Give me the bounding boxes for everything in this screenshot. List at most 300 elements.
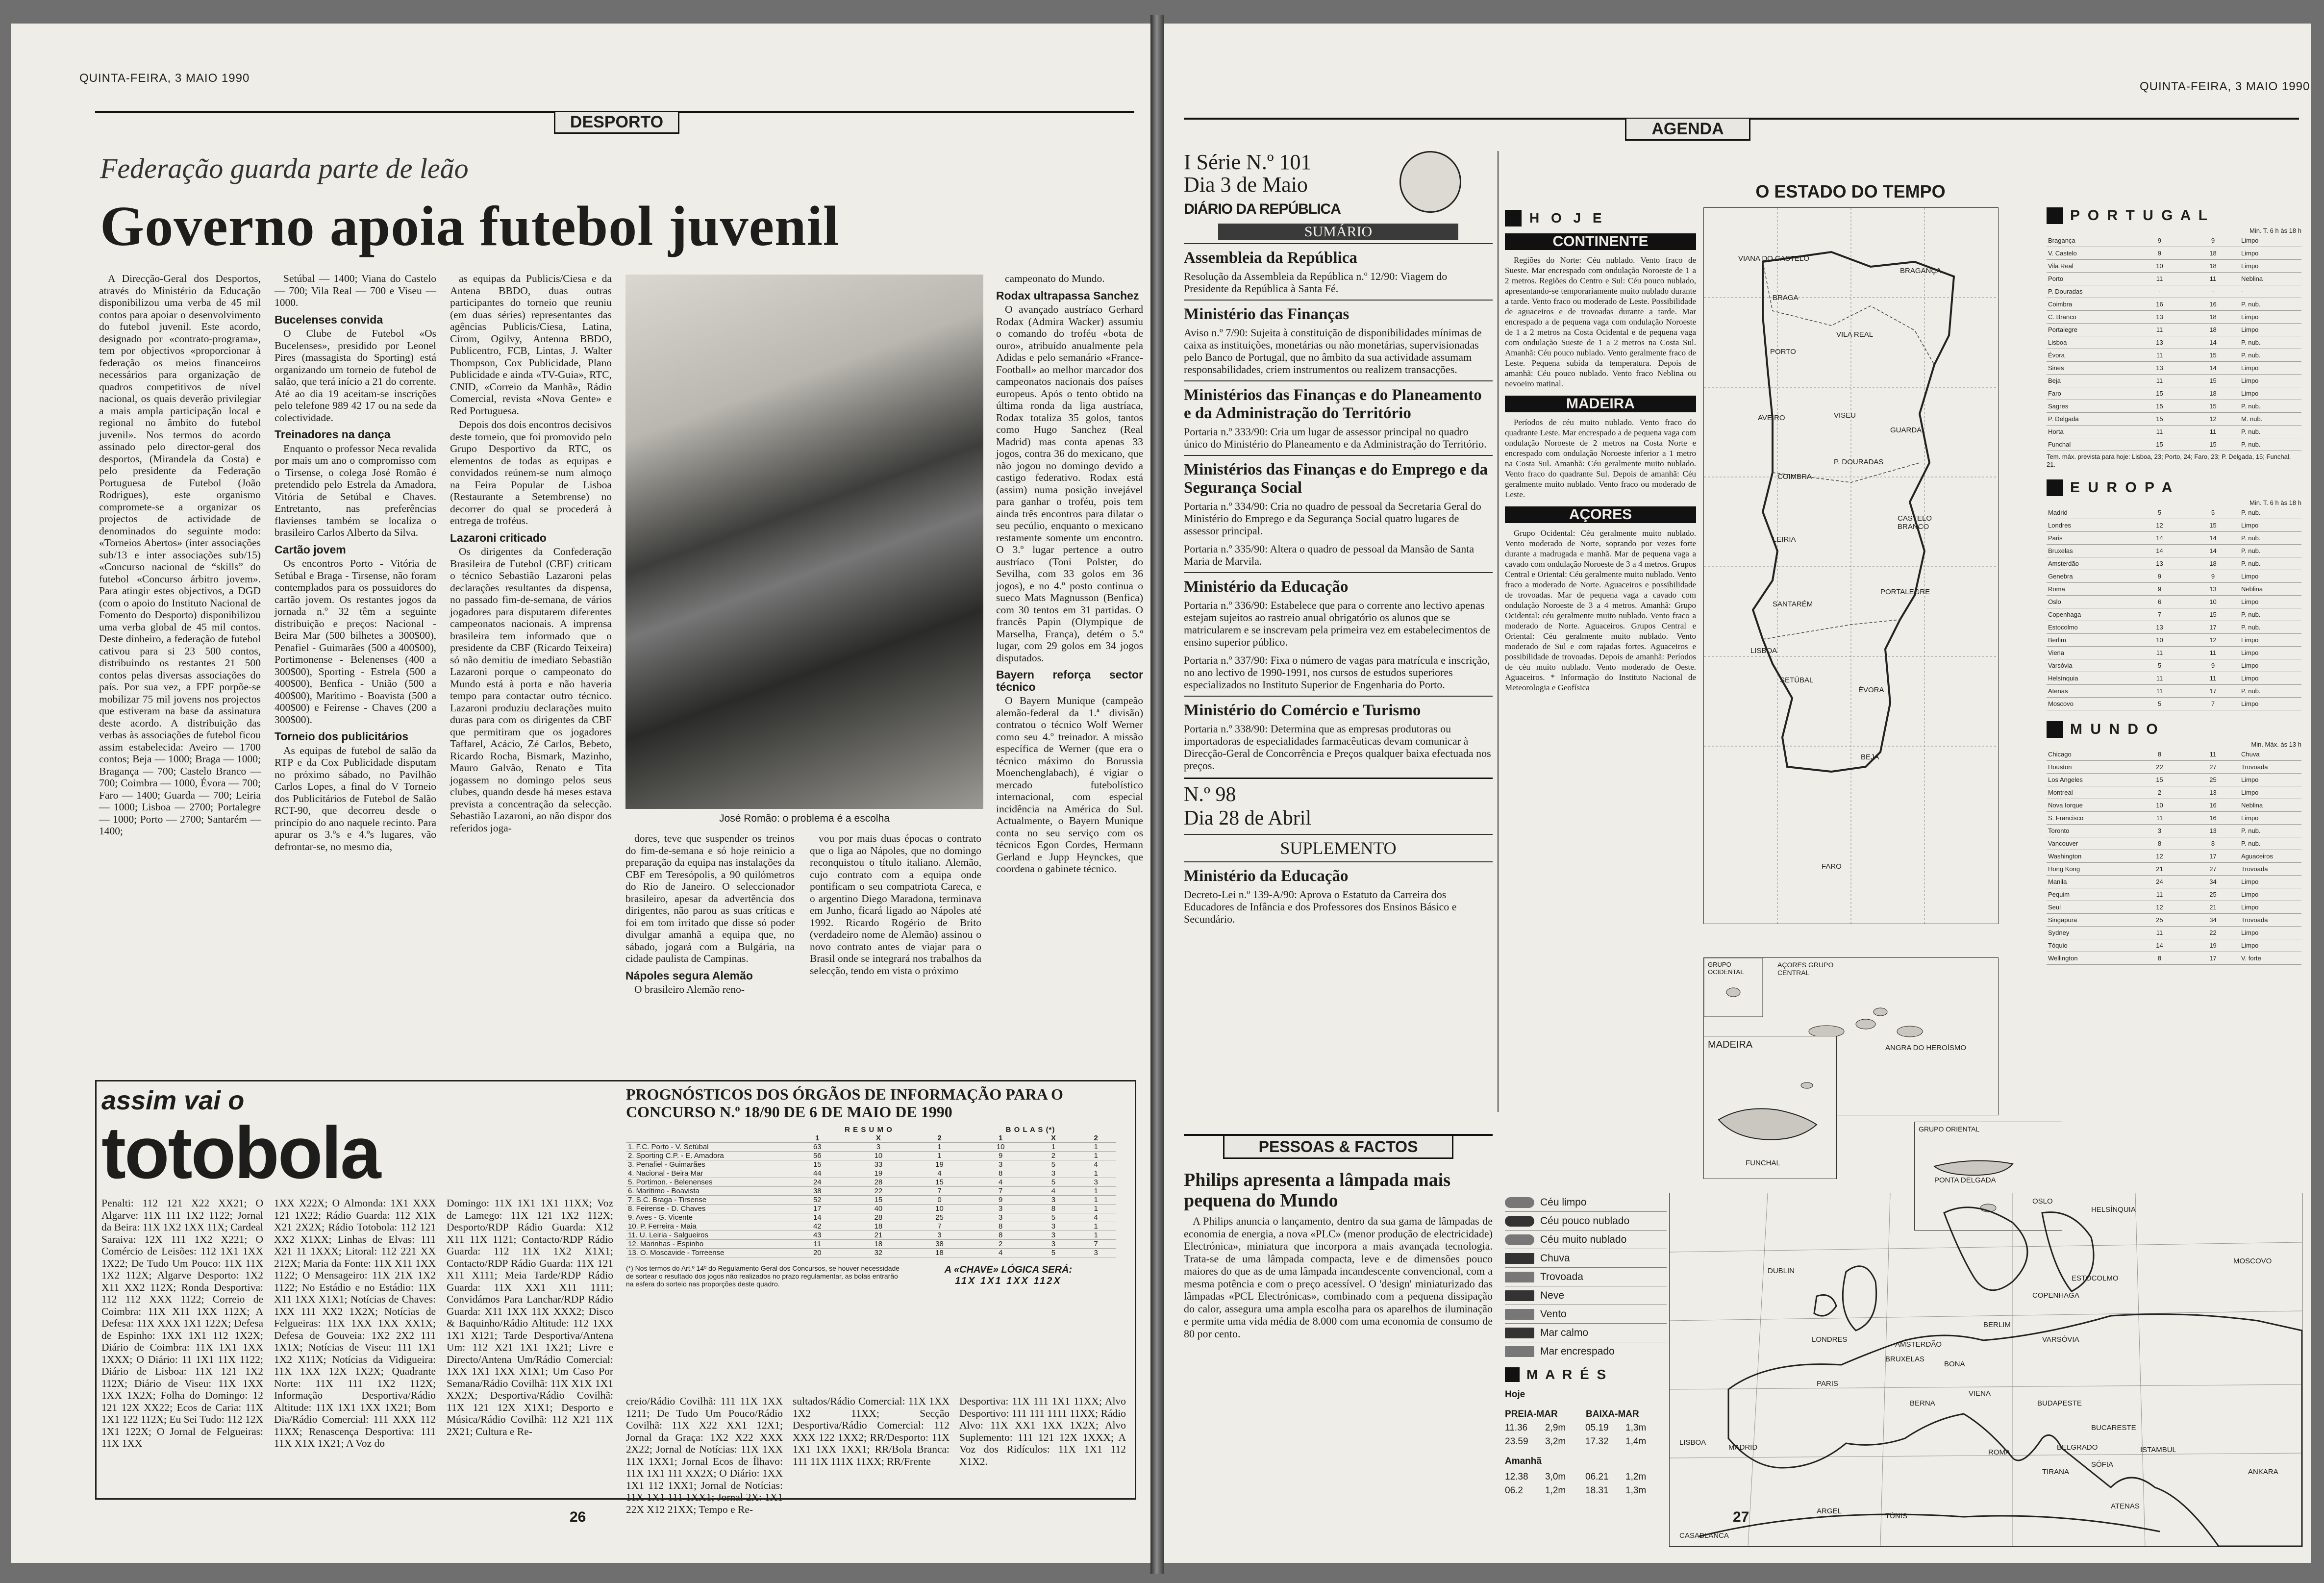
totobola-table-area [626,1126,1116,1288]
condition: P. nub. [2240,545,2301,557]
totobola-row [626,1240,1116,1249]
condition: Limpo [2240,698,2301,710]
europa-row [2047,698,2301,710]
weather-today-title: H O J E [1529,210,1606,226]
section-tab: AGENDA [1625,119,1750,141]
condition: Aguaceiros [2240,850,2301,863]
city-name: Lisboa [2047,336,2133,349]
temperature: 11 [2133,324,2186,336]
temperature: 19 [2186,939,2240,952]
totobola-value: 3 [1075,1178,1116,1187]
totobola-value: 1 [909,1152,970,1160]
condition: P. nub. [2240,621,2301,634]
col-header: 2 [909,1134,970,1143]
temperature: 34 [2186,914,2240,927]
city-name: Porto [2047,273,2133,285]
city-name: Vancouver [2047,837,2133,850]
totobola-row [626,1213,1116,1222]
coat-of-arms-icon [1399,151,1461,213]
temperature: 25 [2133,914,2186,927]
map-city: ESTOCOLMO [2072,1274,2119,1282]
weather-continente-text: Regiões do Norte: Céu nublado. Vento fraco de Sueste. Mar encrespado com ondulação Noroeste de 1 a 2 metros. Regiões do Centro e Sul: Céu pouco nublado, apresentando-se temporariamente muito nublado durante a tarde. Vento fraco ou moderado de Leste. Possibilidade de aguaceiros e de trovoadas durante a tarde. Mar encrespado a de pequena vaga com ondulação Noroeste de 1 a 2 metros na Costa Ocidental e de pequena vaga com ondulação Sueste de 1 a 2 metros na Costa Sul. Amanhã: Céu pouco nublado. Vento geralmente fraco de Leste. Pequena subida da temperatura. Depois de amanhã: Céu pouco nublado. Vento fraco Neblina ou nevoeiro matinal. [1505,255,1696,388]
totobola-text-col-1: Penalti: 112 121 X22 XX21; O Algarve: 11X 111 1X2 1122; Jornal da Beira: 11X 1X2 1XX 11X; Cardeal Saraiva: 12X 111 1X2 X221; O Comércio de Leisões: 112 1X1 1XX 1X22; De Tudo Um Pouco: 11X 11X 1X2 112X; Algarve Desporto: 1X2 X11 XX2 112X; Ronda Desportiva: 112 112 XXX 1122; Correio de Coimbra: 11X X11 1XX 112X; A Defesa: 11X XXX 1X1 122X; Defesa de Espinho: 1XX 1X1 112 1X2X; Diário de Coimbra: 11X 1X1 1XX 1XXX; O Diário: 11 1X1 11X 1122; Diário de Lisboa: 11X 121 1X2 112X; Diário de Viseu: 11X 1XX 1XX 1X2X; Folha do Domingo: 12 121 12X XX22; Ecos de Caria: 11X 1X1 122 112X; Eu Sei Tudo: 112 12X 1X1 122X; O Jornal de Felgueiras: 11X 1XX [101,1197,263,1449]
legend-label: Chuva [1540,1252,1570,1264]
temperature: 27 [2186,863,2240,876]
table-header: Min. Máx. às 13 h [2251,741,2301,748]
temperature: 5 [2133,659,2186,672]
portugal-row [2047,362,2301,375]
map-city: SÓFIA [2091,1460,2114,1469]
temperature: 10 [2186,596,2240,608]
map-city: COIMBRA [1777,473,1812,481]
totobola-value: 5 [1031,1249,1076,1257]
temperature: 25 [2186,774,2240,786]
totobola-value: 15 [787,1160,848,1169]
totobola-value: 9 [970,1196,1031,1205]
temperature: 15 [2186,349,2240,362]
totobola-box [95,1080,1136,1515]
totobola-row [626,1143,1116,1152]
weather-madeira-text: Períodos de céu muito nublado. Vento fraco do quadrante Leste. Mar encrespado a de pequena vaga com ondulação Noroeste de 2 metros na Costa Norte e encrespado com ondulação Noroeste inferior a 1 metro na Costa Sul. Amanhã: Céu geralmente muito nublado. Vento fraco do quadrante Sul. Depois de amanhã: Céu geralmente muito nublado. Vento fraco ou moderado de Leste. [1505,418,1696,499]
totobola-value: 4 [1031,1187,1076,1196]
condition: Trovoada [2240,761,2301,774]
totobola-value: 11 [787,1240,848,1249]
portugal-map [1703,207,1999,924]
map-city: VILA REAL [1836,330,1874,339]
temperature: 18 [2186,311,2240,324]
totobola-chave-value: 11X 1X1 1XX 112X [955,1276,1062,1286]
totobola-value: 4 [1075,1160,1116,1169]
totobola-value: 4 [970,1249,1031,1257]
totobola-match: 5. Portimon. - Belenenses [626,1178,787,1187]
totobola-match: 11. U. Leiria - Salgueiros [626,1231,787,1240]
azores-label: AÇORES GRUPO CENTRAL [1777,961,1834,977]
portugal-row [2047,349,2301,362]
totobola-value: 10 [848,1152,909,1160]
totobola-table [626,1134,1116,1257]
dr-entry: Portaria n.º 334/90: Cria no quadro de pessoal da Secretaria Geral do Ministério do Emprego e da Segurança Social quatro lugares de assessor principal. [1184,500,1481,537]
temperature: 16 [2186,799,2240,812]
totobola-value: 3 [1075,1249,1116,1257]
totobola-row [626,1249,1116,1257]
portugal-map-svg [1704,208,1998,924]
city-name: Funchal [2047,438,2133,451]
tide-value: 05.19 [1585,1423,1609,1433]
legend-item [1505,1342,1667,1360]
temperature: 15 [2186,438,2240,451]
map-city: ATENAS [2111,1502,2140,1510]
totobola-value: 3 [970,1160,1031,1169]
article-column-4b: vou por mais duas épocas o contrato que o liga ao Nápoles, que no domingo reconquistou o título italiano. Alemão, cujo contrato com a equipa onde pontificam o seu compatriota Careca, e o argentino Diego Maradona, terminava em Junho, ficará ligado ao Nápoles até 1992. Ricardo Rogério de Brito (verdadeiro nome de Alemão) assinou o novo contrato antes de viajar para o Brasil onde se integrará nos trabalhos da selecção, tendo em vista o próximo [810,832,981,977]
totobola-group-bolas: B O L A S (*) [1005,1126,1055,1134]
city-name: Moscovo [2047,698,2133,710]
temperature: 5 [2186,506,2240,519]
map-city: ÉVORA [1858,686,1884,694]
portugal-row [2047,234,2301,247]
totobola-value: 7 [909,1222,970,1231]
section-tab: DESPORTO [554,112,679,134]
map-city: ROMA [1988,1448,2010,1457]
temperature: 11 [2186,748,2240,761]
tide-row [1505,1472,1667,1482]
temperature-tables [2047,207,2301,965]
temperature: 11 [2133,927,2186,939]
photo-jose-romao [625,275,983,809]
col-header: X [1031,1134,1076,1143]
temperature: 13 [2133,557,2186,570]
legend-label: Vento [1540,1308,1567,1320]
city-name: Portalegre [2047,324,2133,336]
tide-value: 3,0m [1545,1472,1566,1482]
europa-row [2047,634,2301,647]
temperature: 13 [2186,583,2240,596]
temperature: 2 [2133,786,2186,799]
temperature: 21 [2133,863,2186,876]
totobola-value: 8 [970,1222,1031,1231]
weather-continente: CONTINENTE [1505,233,1696,250]
temperature: 15 [2186,608,2240,621]
tide-value: 1,2m [1625,1472,1647,1482]
temperature: 11 [2133,812,2186,825]
madeira-map [1703,1036,1837,1179]
dr-entry: Portaria n.º 336/90: Estabelece que para o corrente ano lectivo apenas estejam sujeitos ao rastreio anual obrigatório os alunos que se matricularem e se inscrevam pela primeira vez em estabelecimentos de ensino superior público. [1184,599,1490,648]
temperature: 18 [2186,557,2240,570]
temperature: 11 [2133,888,2186,901]
city-name: Atenas [2047,685,2133,698]
map-city: BUDAPESTE [2037,1399,2082,1407]
temperature: 11 [2133,647,2186,659]
article-column-2: Setúbal — 1400; Viana do Castelo — 700; Vila Real — 700 e Viseu — 1000. Bucelenses convida O Clube de Futebol «Os Bucelenses», presidido por Leonel Pires (massagista do Sporting) está organizando um torneio de futebol de salão, que terá início a 21 do corrente. Até ao dia 19 aceitam-se inscrições pelo telefone 989 42 17 ou na sede da colectividade. Treinadores na dança Enquanto o professor Neca revalida por mais um ano o compromisso com o Tirsense, o colega José Romão é pretendido pelo Estrela da Amadora, Vitória de Setúbal e Chaves. Entretanto, nas preferências flavienses também se localiza o brasileiro Carlos Alberto da Silva. Cartão jovem Os encontros Porto - Vitória de Setúbal e Braga - Tirsense, não foram contemplados para os possuidores do cartão jovem. Os restantes jogos da jornada n.º 32 têm a seguinte distribuição e preços: Nacional - Beira Mar (500 bilhetes a 300$00), Penafiel - Guimarães (500 a 400$00), Portimonense - Belenenses (400 a 300$00), Sporting - Estrela (500 a 400$00), Benfica - União (500 a 400$00), Marítimo - Boavista (500 a 400$00) e Feirense - Chaves (200 a 300$00). Torneio dos publicitários As equipas de futebol de salão da RTP e da Cox Publicidade disputam no próximo sábado, no Pavilhão Carlos Lopes, a final do V Torneio dos Publicitários de Futebol de Salão RCT-90, que decorreu desde o princípio do ano naquele recinto. Para apurar os 3.ºs e 4.ºs lugares, vão defrontar-se, no mesmo dia, [275,273,436,853]
portugal-row [2047,260,2301,273]
temperature: 15 [2133,438,2186,451]
europa-table [2047,506,2301,710]
map-city: LEIRIA [1773,535,1796,544]
city-name: Horta [2047,426,2133,438]
city-name: Berlim [2047,634,2133,647]
map-city: ARGEL [1817,1507,1842,1515]
temperature: 3 [2133,825,2186,837]
mundo-row [2047,850,2301,863]
dr-serie: I Série N.º 101 [1184,150,1312,174]
dr-entry: Resolução da Assembleia da República n.º 12/90: Viagem do Presidente da República à Santa Fé. [1184,270,1448,295]
madeira-island-svg [1704,1036,1836,1179]
totobola-value: 18 [848,1240,909,1249]
tide-value: 2,9m [1545,1423,1566,1433]
legend-label: Mar calmo [1540,1327,1589,1338]
dr-heading: Ministério da Educação [1184,578,1349,596]
city-name: Estocolmo [2047,621,2133,634]
totobola-value: 7 [1075,1240,1116,1249]
totobola-value: 8 [970,1169,1031,1178]
totobola-value: 3 [909,1231,970,1240]
col-header: 1 [787,1134,848,1143]
temperature: 24 [2133,876,2186,888]
city-name: Nova Iorque [2047,799,2133,812]
totobola-value: 1 [1075,1169,1116,1178]
condition: Limpo [2240,362,2301,375]
condition: Limpo [2240,774,2301,786]
dr-heading: Assembleia da República [1184,249,1357,267]
table-header: Min. T. 6 h às 18 h [2249,227,2301,234]
city-name: Hong Kong [2047,863,2133,876]
city-name: Varsóvia [2047,659,2133,672]
totobola-value: 44 [787,1169,848,1178]
city-name: P. Delgada [2047,413,2133,426]
temperature: 12 [2133,850,2186,863]
city-name: Oslo [2047,596,2133,608]
totobola-value: 7 [909,1187,970,1196]
totobola-row [626,1169,1116,1178]
city-name: Helsínquia [2047,672,2133,685]
condition: V. forte [2240,952,2301,965]
condition: Limpo [2240,634,2301,647]
totobola-value: 5 [1031,1178,1076,1187]
condition: Limpo [2240,375,2301,387]
tide-row [1505,1436,1667,1447]
map-city: AMSTERDÃO [1895,1340,1942,1349]
temperature: 27 [2186,761,2240,774]
totobola-value: 3 [970,1213,1031,1222]
temperature: 14 [2186,362,2240,375]
condition: Limpo [2240,647,2301,659]
temperature: 17 [2186,850,2240,863]
pessoas-headline: Philips apresenta a lâmpada mais pequena do Mundo [1184,1170,1451,1211]
temperature: 11 [2133,375,2186,387]
dr-sumario: SUMÁRIO [1218,224,1458,240]
temperature: 5 [2133,698,2186,710]
dr-entry: Portaria n.º 338/90: Determina que as empresas produtoras ou importadoras de especialidades farmacêuticas devam comunicar à Direcção-Geral de Concorrência e Preços qualquer baixa efectuada nos preços. [1184,723,1491,772]
totobola-value: 8 [1031,1205,1076,1213]
temperature: 16 [2186,812,2240,825]
totobola-text-col-2: 1XX X22X; O Almonda: 1X1 XXX 121 1X22; Rádio Guarda: 112 X1X X21 2X2X; Rádio Totobola: 112 121 XX2 X1XX; Linhas de Elvas: 111 X21 11 1XXX; Litoral: 112 221 XX 212X; Maria da Fonte: 11X X11 1XX 1122; O Mensageiro: 11X 21X 1X2 1122; No Estádio e no Estádio: 11X X11 1XX X1X1; Notícias de Chaves: 1XX 111 XX2 1X2X; Notícias de Felgueiras: 11X 1XX 1XX XX1X; Defesa de Gouveia: 1X2 2X2 111 1X1X; Notícias de Viseu: 111 1X1 1X2 X11X; Notícias da Vidigueira: 11X 1XX 12X 1X2X; Quadrante Norte: 11X 111 1X2 112X; Informação Desportiva/Rádio Altitude: 11X 1X1 1XX 1X21; Bom Dia/Rádio Comercial: 111 XXX 112 11XX; Renascença Desportiva: 111 11X X1X 1X21; A Voz do [274,1197,436,1449]
totobola-value: 4 [970,1178,1031,1187]
totobola-value: 1 [1075,1196,1116,1205]
portugal-row [2047,375,2301,387]
city-name: Montreal [2047,786,2133,799]
tide-row [1505,1485,1667,1496]
calm-sea-icon [1505,1328,1534,1338]
mundo-table [2047,748,2301,965]
temperature: - [2186,285,2240,298]
dr-date-2: Dia 28 de Abril [1184,807,1312,829]
totobola-value: 3 [1031,1196,1076,1205]
dr-number-2: N.º 98 [1184,783,1236,806]
temperature: 14 [2186,532,2240,545]
temperature: 12 [2133,901,2186,914]
madeira-label: MADEIRA [1708,1039,1753,1050]
condition: P. nub. [2240,400,2301,413]
running-head: QUINTA-FEIRA, 3 MAIO 1990 [79,72,250,85]
portugal-row [2047,336,2301,349]
portugal-row [2047,311,2301,324]
totobola-value: 32 [848,1249,909,1257]
snow-icon [1505,1290,1534,1301]
totobola-row [626,1205,1116,1213]
tide-row [1505,1423,1667,1433]
europa-row [2047,672,2301,685]
condition: Limpo [2240,311,2301,324]
condition: Neblina [2240,273,2301,285]
dr-entry: Aviso n.º 7/90: Sujeita à constituição de disponibilidades mínimas de caixa as instituições, monetárias ou não monetárias, supervisionadas pelo Banco de Portugal, que no âmbito da sua actividade assumam responsabilidades, criem instrumentos ou realizem transacções. [1184,327,1482,376]
city-name: Sydney [2047,927,2133,939]
europa-row [2047,621,2301,634]
totobola-row [626,1160,1116,1169]
map-city: BRAGANÇA [1900,267,1942,275]
temperature: 10 [2133,260,2186,273]
totobola-value: 24 [787,1178,848,1187]
map-city: TIRANA [2042,1468,2070,1476]
temperature: 10 [2133,799,2186,812]
condition: Limpo [2240,324,2301,336]
wind-icon [1505,1309,1534,1320]
pessoas-factos-tab: PESSOAS & FACTOS [1223,1136,1453,1159]
map-city: VIANA DO CASTELO [1738,254,1810,263]
tide-value: 3,2m [1545,1436,1566,1447]
europa-row [2047,519,2301,532]
tide-value: 12.38 [1505,1472,1528,1482]
totobola-value: 56 [787,1152,848,1160]
temperature: 15 [2186,519,2240,532]
portugal-outline [1753,252,1954,772]
map-city: ANKARA [2248,1468,2278,1476]
totobola-value: 5 [1031,1160,1076,1169]
condition: Limpo [2240,672,2301,685]
portugal-row [2047,426,2301,438]
headline: Governo apoia futebol juvenil [100,195,840,258]
mundo-row [2047,876,2301,888]
tide-value: 1,4m [1625,1436,1647,1447]
city-name: Évora [2047,349,2133,362]
temperature: 22 [2133,761,2186,774]
totobola-match: 3. Penafiel - Guimarães [626,1160,787,1169]
mundo-row [2047,901,2301,914]
tide-value: 17.32 [1585,1436,1609,1447]
map-city: PARIS [1817,1380,1838,1388]
temperature: 11 [2186,647,2240,659]
totobola-value: 52 [787,1196,848,1205]
portugal-row [2047,413,2301,426]
city-name: Genebra [2047,570,2133,583]
map-city: LISBOA [1679,1438,1706,1447]
city-name: Singapura [2047,914,2133,927]
temperature: 9 [2133,234,2186,247]
condition: P. nub. [2240,506,2301,519]
totobola-value: 1 [1075,1187,1116,1196]
left-page [11,24,1150,1563]
temperature: 13 [2133,362,2186,375]
running-head: QUINTA-FEIRA, 3 MAIO 1990 [2140,80,2310,93]
totobola-row [626,1196,1116,1205]
city-name: Toronto [2047,825,2133,837]
totobola-text-col-4: creio/Rádio Covilhã: 111 11X 1XX 1211; De Tudo Um Pouco/Rádio Covilhã: 11X X22 XX1 12X1; Jornal da Graça: 1X2 X22 XXX 2X22; Jornal de Notícias: 11X 1XX 11X 1XX1; Jornal Ecos de Ílhavo: 11X 1X1 111 XX2X; O Diário: 1XX 1X1 112 1XX1; Jornal de Notícias: 11X 1X1 111 1XX1; Jornal 2X: 1X1 22X X12 21XX; Tempo e Re- [626,1395,783,1515]
totobola-value: 1 [1075,1231,1116,1240]
totobola-footnote: (*) Nos termos do Art.º 14º do Regulamento Geral dos Concursos, se houver necessidade de sortear o resultado dos jogos não realizados no prazo regulamentar, as bolas entrarão na esfera do sorteio nas proporções deste quadro. [626,1264,900,1288]
col-header: X [848,1134,909,1143]
totobola-row [626,1222,1116,1231]
temperature: 16 [2186,298,2240,311]
kicker: Federação guarda parte de leão [100,152,469,184]
city-name: V. Castelo [2047,247,2133,260]
portugal-row [2047,273,2301,285]
map-city: DUBLIN [1768,1267,1795,1275]
totobola-value: 18 [848,1222,909,1231]
city-name: Coimbra [2047,298,2133,311]
mundo-row [2047,952,2301,965]
map-city: AVEIRO [1758,414,1785,422]
condition: Limpo [2240,234,2301,247]
legend-item [1505,1211,1667,1230]
europa-row [2047,506,2301,519]
portugal-row [2047,285,2301,298]
map-city: VARSÓVIA [2042,1335,2079,1344]
weather-acores-text: Grupo Ocidental: Céu geralmente muito nublado. Vento moderado de Norte, soprando por vezes forte durante a madrugada e manhã. Mar de pequena vaga a cavado com ondulação Noroeste de 3 a 4 metros. Grupos Central e Oriental: Céu geralmente muito nublado. Vento fraco a moderado de Norte. Aguaceiros e possibilidade de trovoadas. Mar de pequena vaga a cavado com ondulação Noroeste de 3 a 4 metros. Amanhã: Grupo Ocidental: céu geralmente muito nublado. Vento fraco a moderado de Norte. Aguaceiros. Grupos Central e Oriental: Céu geralmente muito nublado. Vento moderado de Sul e com rajadas fortes. Aguaceiros e possibilidade de trovoadas. Depois de amanhã: Períodos de céu muito nublado. Vento moderado de Oeste. Aguaceiros. * Informação do Instituto Nacional de Meteorologia e Geofísica [1505,528,1696,692]
tide-value: 1,3m [1625,1423,1647,1433]
page-folio: 26 [570,1509,586,1525]
portugal-table [2047,234,2301,451]
europa-row [2047,532,2301,545]
map-city: GUARDA [1890,426,1922,434]
totobola-row [626,1152,1116,1160]
map-city: LONDRES [1812,1335,1848,1344]
temperature: 13 [2133,336,2186,349]
condition: P. nub. [2240,685,2301,698]
totobola-value: 42 [787,1222,848,1231]
portugal-row [2047,247,2301,260]
totobola-row [626,1187,1116,1196]
portugal-row [2047,324,2301,336]
city-name: P. Douradas [2047,285,2133,298]
mundo-row [2047,927,2301,939]
totobola-match: 2. Sporting C.P. - E. Amadora [626,1152,787,1160]
city-name: Bruxelas [2047,545,2133,557]
map-city: CASABLANCA [1679,1532,1729,1540]
totobola-match: 6. Marítimo - Boavista [626,1187,787,1196]
totobola-match: 4. Nacional - Beira Mar [626,1169,787,1178]
map-city: CASTELO BRANCO [1898,514,1932,531]
totobola-value: 33 [848,1160,909,1169]
temperature: 11 [2186,426,2240,438]
weather-acores: AÇORES [1505,506,1696,523]
totobola-value: 19 [848,1169,909,1178]
europa-row [2047,545,2301,557]
map-city: TÚNIS [1885,1512,1907,1520]
totobola-value: 17 [787,1205,848,1213]
totobola-value: 38 [787,1187,848,1196]
col-header: 1 [970,1134,1031,1143]
legend-item [1505,1267,1667,1286]
temperature: 18 [2186,387,2240,400]
weather-madeira: MADEIRA [1505,396,1696,412]
temperature: 18 [2186,247,2240,260]
city-name: Houston [2047,761,2133,774]
city-name: Sines [2047,362,2133,375]
condition: Chuva [2240,748,2301,761]
mares-hoje: Hoje [1505,1389,1525,1400]
mares-block [1505,1367,1667,1496]
condition: P. nub. [2240,298,2301,311]
totobola-chave-label: A «CHAVE» LÓGICA SERÁ: [944,1264,1073,1275]
city-name: Wellington [2047,952,2133,965]
portugal-row [2047,387,2301,400]
city-name: Chicago [2047,748,2133,761]
condition: P. nub. [2240,438,2301,451]
totobola-row [626,1178,1116,1187]
mundo-row [2047,748,2301,761]
temperature: 18 [2186,260,2240,273]
totobola-value: 18 [909,1249,970,1257]
europe-map-svg [1670,1193,2302,1546]
legend-label: Céu limpo [1540,1196,1587,1208]
